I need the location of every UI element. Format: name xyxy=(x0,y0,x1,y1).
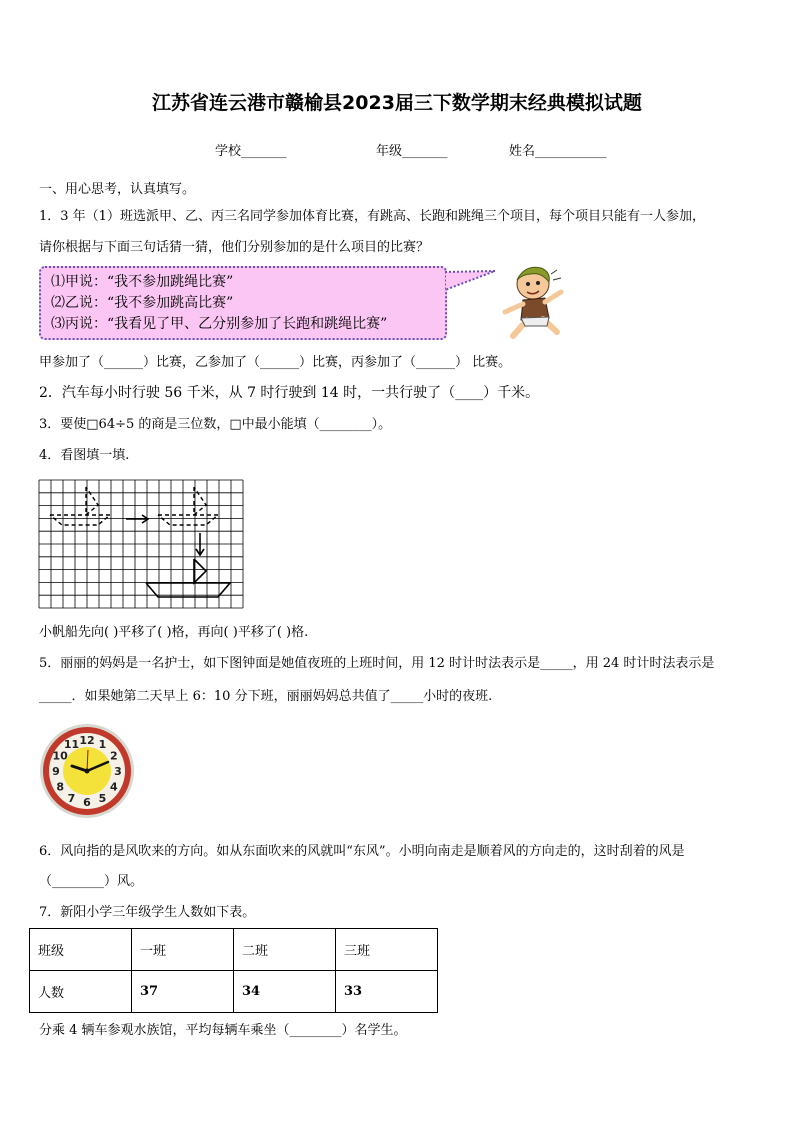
table-row xyxy=(30,971,438,1013)
sailboat-grid xyxy=(38,479,252,609)
running-boy-illustration xyxy=(495,262,575,342)
clock-number: 9 xyxy=(52,765,60,778)
table-cell: 34 xyxy=(234,971,336,1013)
q1-text-line1: 1．3 年（1）班选派甲、乙、丙三名同学参加体育比赛，有跳高、长跑和跳绳三个项目，每个项目只能有一人参加， xyxy=(39,209,705,224)
sailboat-middle-hull xyxy=(158,515,218,525)
table-row xyxy=(30,929,438,971)
table-cell: 班级 xyxy=(30,929,132,971)
clock-number: 3 xyxy=(114,765,122,778)
name-field: 姓名___________ xyxy=(509,144,607,159)
class-size-table xyxy=(29,928,438,1013)
q5-text-line2: _____．如果她第二天早上 6：10 分下班，丽丽妈妈总共值了_____小时的夜班. xyxy=(39,689,493,704)
clock-number: 8 xyxy=(56,780,65,794)
clock-number: 5 xyxy=(98,791,107,805)
table-cell: 三班 xyxy=(336,929,438,971)
q3-text: 3．要使□64÷5 的商是三位数，□中最小能填（________）。 xyxy=(39,417,392,432)
table-cell: 33 xyxy=(336,971,438,1013)
clock-number: 7 xyxy=(67,791,76,805)
clock-number: 11 xyxy=(63,738,80,752)
speech-bubble xyxy=(39,266,447,340)
table-cell: 一班 xyxy=(132,929,234,971)
clock-number: 2 xyxy=(109,749,118,763)
section-heading: 一、用心思考，认真填写。 xyxy=(39,182,196,197)
q1-text-line2: 请你根据与下面三句话猜一猜，他们分别参加的是什么项目的比赛？ xyxy=(39,240,430,255)
clock-number: 6 xyxy=(83,796,91,809)
school-field: 学校_______ xyxy=(215,144,287,159)
q2-text: 2．汽车每小时行驶 56 千米，从 7 时行驶到 14 时，一共行驶了（____）千米。 xyxy=(39,385,540,401)
table-cell: 37 xyxy=(132,971,234,1013)
sailboat-original-hull xyxy=(50,515,110,525)
table-cell: 二班 xyxy=(234,929,336,971)
q4-title: 4．看图填一填. xyxy=(39,448,130,463)
bubble-line-1: ⑴甲说：“我不参加跳绳比赛” xyxy=(51,274,234,290)
sailboat-final-sail xyxy=(194,559,206,583)
clock-number: 10 xyxy=(52,749,68,763)
table-cell: 人数 xyxy=(30,971,132,1013)
clock-number: 12 xyxy=(79,734,95,747)
grade-field: 年级_______ xyxy=(376,144,448,159)
q7-title: 7．新阳小学三年级学生人数如下表。 xyxy=(39,905,256,920)
bubble-line-3: ⑶丙说：“我看见了甲、乙分别参加了长跑和跳绳比赛” xyxy=(51,316,388,332)
bubble-line-2: ⑵乙说：“我不参加跳高比赛” xyxy=(51,295,234,311)
clock-image xyxy=(38,722,136,820)
sailboat-original-sail xyxy=(86,487,98,515)
clock-number: 4 xyxy=(109,780,118,794)
page-title: 江苏省连云港市赣榆县2023届三下数学期末经典模拟试题 xyxy=(152,92,642,114)
bubble-tail xyxy=(445,268,500,298)
sailboat-middle-sail xyxy=(194,487,206,515)
clock-number: 1 xyxy=(98,738,107,752)
q6-text-line1: 6．风向指的是风吹来的方向。如从东面吹来的风就叫“东风”。小明向南走是顺着风的方向走的，这时刮着的风是 xyxy=(39,844,685,859)
q4-answer: 小帆船先向( )平移了( )格，再向( )平移了( )格. xyxy=(39,625,309,640)
q5-text-line1: 5．丽丽的妈妈是一名护士，如下图钟面是她值夜班的上班时间，用 12 时计时法表示是_____，用 24 时计时法表示是 xyxy=(39,656,715,671)
q6-text-line2: （________）风。 xyxy=(39,874,144,889)
q7-answer: 分乘 4 辆车参观水族馆，平均每辆车乘坐（________）名学生。 xyxy=(39,1023,407,1038)
q1-answer: 甲参加了（______）比赛，乙参加了（______）比赛，丙参加了（______） 比赛。 xyxy=(39,355,512,370)
